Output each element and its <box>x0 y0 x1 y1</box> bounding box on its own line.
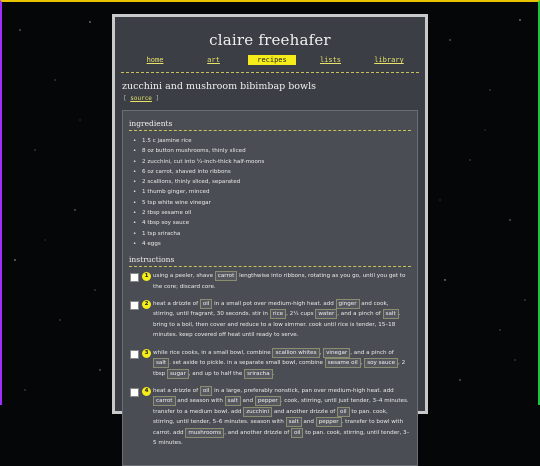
bullet-icon: • <box>133 168 137 175</box>
step-text-segment: . bring to a boil, then cover and reduce to a low simmer. cook until rice is tender, 15–18 minutes. keep covered off heat until ready to serve. <box>153 311 401 339</box>
ingredient-text: 4 tbsp soy sauce <box>142 220 190 227</box>
step-text <box>153 299 411 341</box>
step-text-segment: in a small pot over medium-high heat. add <box>212 301 336 308</box>
ingredient-text: 6 oz carrot, shaved into ribbons <box>142 168 231 175</box>
source-bracket-close: ] <box>155 95 160 102</box>
ingredient-tag: salt <box>225 396 241 406</box>
bullet-icon: • <box>133 240 137 247</box>
instructions-list <box>129 271 411 448</box>
nav-library[interactable]: library <box>374 56 404 64</box>
ingredient-tag: sriracha <box>244 369 273 379</box>
ingredient-tag: salt <box>153 358 169 368</box>
ingredient-text: 1.5 c jasmine rice <box>142 138 192 144</box>
ingredient-tag: oil <box>337 407 350 417</box>
main-nav <box>131 55 413 65</box>
bullet-icon: • <box>133 230 137 237</box>
bullet-icon: • <box>133 189 137 196</box>
step-text-segment: . <box>272 370 275 377</box>
step-text-segment: in a large, preferably nonstick, pan over medium-high heat. add <box>212 387 394 394</box>
step-number-badge: 2 <box>142 300 151 309</box>
ingredient-item <box>133 198 411 208</box>
ingredient-tag: water <box>315 309 337 319</box>
ingredient-tag: carrot <box>153 396 176 406</box>
site-title: claire freehafer <box>209 31 331 49</box>
nav-divider <box>121 72 419 73</box>
ingredient-item <box>133 218 411 228</box>
step-text-segment: heat a drizzle of <box>153 301 200 308</box>
step-text-segment: , and up to half the <box>188 370 245 377</box>
source-line <box>123 95 425 102</box>
nav-lists[interactable]: lists <box>319 56 342 64</box>
ingredient-tag: oil <box>200 386 213 396</box>
ingredient-text: 2 scallions, thinly sliced, separated <box>142 179 241 186</box>
step-checkbox[interactable] <box>130 273 139 282</box>
bullet-icon: • <box>133 220 137 227</box>
ingredient-item <box>133 136 411 146</box>
step-text-segment: and season with <box>175 398 225 405</box>
ingredient-text: 2 tbsp sesame oil <box>142 210 192 217</box>
step-number-badge: 1 <box>142 272 151 281</box>
ingredient-tag: rice <box>270 309 286 319</box>
ingredient-tag: zucchini <box>243 407 272 417</box>
ingredient-text: 4 eggs <box>142 240 161 247</box>
step-text-segment: , and a pinch of <box>337 311 383 318</box>
step-text-segment: . transfer to bowl with carrot. add <box>153 419 404 436</box>
ingredient-item <box>133 187 411 197</box>
step-text-segment: lengthwise into ribbons, rotating as you go, until you get to the core; discard core. <box>153 273 406 290</box>
bullet-icon: • <box>133 210 137 217</box>
step-text-segment: , 2¼ cups <box>286 311 316 318</box>
ingredient-tag: vinegar <box>323 348 350 358</box>
step-text-segment: and <box>240 398 255 405</box>
step-checkbox[interactable] <box>130 350 139 359</box>
instructions-divider <box>129 266 411 267</box>
instruction-step <box>129 386 411 448</box>
instruction-step <box>129 348 411 379</box>
ingredient-item <box>133 229 411 239</box>
ingredient-item <box>133 157 411 167</box>
ingredient-tag: oil <box>200 299 213 309</box>
source-link[interactable]: source <box>130 95 152 102</box>
bullet-icon: • <box>133 148 137 155</box>
bullet-icon: • <box>133 158 137 165</box>
step-checkbox[interactable] <box>130 301 139 310</box>
step-text-segment: and another drizzle of <box>272 408 338 415</box>
instruction-step <box>129 271 411 292</box>
step-text-segment: and <box>301 419 316 426</box>
ingredient-text: 1 tsp sriracha <box>142 230 181 237</box>
source-bracket-open: [ <box>123 95 127 102</box>
ingredient-item <box>133 208 411 218</box>
step-checkbox[interactable] <box>130 388 139 397</box>
ingredient-tag: salt <box>383 309 399 319</box>
ingredient-tag: pepper <box>316 417 342 427</box>
step-text-segment: , and another drizzle of <box>224 429 291 436</box>
ingredient-text: 1 thumb ginger, minced <box>142 189 210 196</box>
step-text <box>153 386 411 448</box>
step-text-segment: , <box>319 349 324 356</box>
step-text-segment: using a peeler, shave <box>153 273 215 280</box>
ingredient-text: 5 tsp white wine vinegar <box>142 199 211 206</box>
step-text <box>153 348 411 379</box>
ingredient-text: 2 zucchini, cut into ¼-inch-thick half-moons <box>142 158 265 165</box>
step-text-segment: heat a drizzle of <box>153 387 200 394</box>
ingredient-tag: sesame oil <box>325 358 361 368</box>
ingredient-tag: pepper <box>255 396 281 406</box>
ingredient-tag: ginger <box>336 299 360 309</box>
ingredient-tag: scallion whites <box>272 348 319 358</box>
recipe-card <box>122 110 418 466</box>
step-text-segment: , 2 tbsp <box>153 360 406 377</box>
step-text-segment: , and a pinch of <box>350 349 394 356</box>
step-text-segment: , <box>360 360 365 367</box>
bullet-icon: • <box>133 138 137 144</box>
step-number-badge: 3 <box>142 349 151 358</box>
recipe-title: zucchini and mushroom bibimbap bowls <box>122 81 317 92</box>
step-text-segment: and cook, stirring, until fragrant, 30 seconds. stir in <box>153 301 389 318</box>
content-panel <box>112 14 428 446</box>
ingredient-text: 8 oz button mushrooms, thinly sliced <box>142 148 246 155</box>
ingredient-item <box>133 177 411 187</box>
step-text-segment: to pan. cook, stirring, until tender, 3–5 minutes. <box>153 429 410 446</box>
nav-home[interactable]: home <box>146 56 164 64</box>
ingredient-item <box>133 146 411 156</box>
step-text-segment: while rice cooks, in a small bowl, combine <box>153 349 273 356</box>
step-text-segment: to pan. cook, stirring, until tender, 5–6 minutes. season with <box>153 408 388 426</box>
step-text-segment: . cook, stirring, until just tender, 3–4 minutes. transfer to a medium bowl. add <box>153 398 409 415</box>
step-text <box>153 271 411 292</box>
bullet-icon: • <box>133 179 137 186</box>
bullet-icon: • <box>133 199 137 206</box>
ingredient-tag: oil <box>291 428 304 438</box>
instruction-step <box>129 299 411 341</box>
ingredient-tag: soy sauce <box>364 358 398 368</box>
ingredients-heading: ingredients <box>129 119 173 128</box>
nav-recipes[interactable]: recipes <box>248 55 296 65</box>
step-text-segment: . set aside to pickle. in a separate small bowl, combine <box>169 360 325 367</box>
ingredients-divider <box>129 130 411 131</box>
ingredient-tag: carrot <box>215 271 238 281</box>
ingredient-item <box>133 239 411 249</box>
nav-art[interactable]: art <box>207 56 220 64</box>
ingredient-tag: sugar <box>167 369 189 379</box>
ingredients-list <box>129 136 411 249</box>
instructions-heading: instructions <box>129 255 175 265</box>
ingredient-tag: mushrooms <box>185 428 224 438</box>
ingredient-item <box>133 167 411 177</box>
ingredient-tag: salt <box>286 417 302 427</box>
step-number-badge: 4 <box>142 387 151 396</box>
